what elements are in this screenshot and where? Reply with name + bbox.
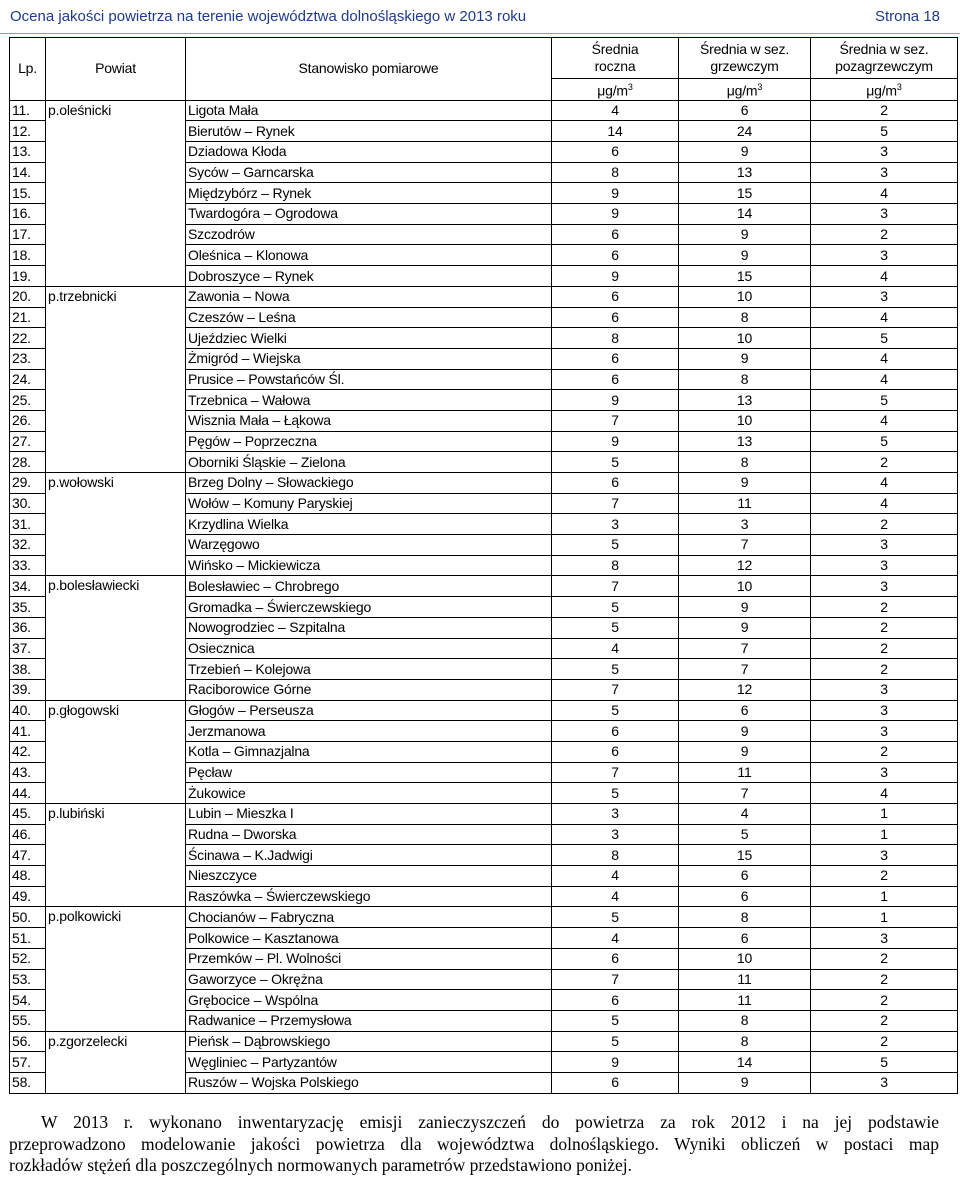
cell-srednia-grzewczym: 10 xyxy=(679,948,811,969)
cell-lp: 39. xyxy=(10,679,46,700)
cell-srednia-roczna: 6 xyxy=(552,369,679,390)
col-header-srednia-grzewczym xyxy=(679,38,811,79)
col-header-line: Średnia w sez. xyxy=(699,41,790,57)
cell-stanowisko: Szczodrów xyxy=(186,224,552,245)
table-row xyxy=(10,700,958,721)
cell-srednia-grzewczym: 3 xyxy=(679,514,811,535)
cell-lp: 23. xyxy=(10,348,46,369)
cell-stanowisko: Wisznia Mała – Łąkowa xyxy=(186,410,552,431)
table-row xyxy=(10,100,958,121)
cell-srednia-pozagrzewczym: 3 xyxy=(811,679,958,700)
cell-srednia-grzewczym: 9 xyxy=(679,597,811,618)
cell-stanowisko: Żmigród – Wiejska xyxy=(186,348,552,369)
cell-srednia-roczna: 5 xyxy=(552,1010,679,1031)
cell-stanowisko: Węgliniec – Partyzantów xyxy=(186,1052,552,1073)
cell-srednia-pozagrzewczym: 5 xyxy=(811,431,958,452)
cell-stanowisko: Rudna – Dworska xyxy=(186,824,552,845)
cell-srednia-grzewczym: 6 xyxy=(679,100,811,121)
cell-stanowisko: Warzęgowo xyxy=(186,535,552,556)
col-header-line: pozagrzewczym xyxy=(835,58,933,74)
cell-stanowisko: Dobroszyce – Rynek xyxy=(186,266,552,287)
cell-srednia-roczna: 7 xyxy=(552,679,679,700)
cell-srednia-pozagrzewczym: 4 xyxy=(811,266,958,287)
cell-srednia-pozagrzewczym: 4 xyxy=(811,493,958,514)
cell-lp: 19. xyxy=(10,266,46,287)
cell-lp: 18. xyxy=(10,245,46,266)
cell-srednia-roczna: 6 xyxy=(552,721,679,742)
cell-srednia-pozagrzewczym: 4 xyxy=(811,783,958,804)
cell-srednia-pozagrzewczym: 3 xyxy=(811,576,958,597)
cell-lp: 14. xyxy=(10,162,46,183)
cell-lp: 46. xyxy=(10,824,46,845)
cell-srednia-pozagrzewczym: 3 xyxy=(811,700,958,721)
cell-stanowisko: Zawonia – Nowa xyxy=(186,286,552,307)
cell-stanowisko: Ujeździec Wielki xyxy=(186,328,552,349)
cell-srednia-grzewczym: 9 xyxy=(679,224,811,245)
cell-lp: 16. xyxy=(10,204,46,225)
cell-srednia-roczna: 4 xyxy=(552,928,679,949)
cell-stanowisko: Bolesławiec – Chrobrego xyxy=(186,576,552,597)
cell-lp: 34. xyxy=(10,576,46,597)
cell-powiat: p.bolesławiecki xyxy=(46,576,186,700)
cell-srednia-grzewczym: 10 xyxy=(679,410,811,431)
unit-exponent: 3 xyxy=(757,82,763,92)
cell-stanowisko: Radwanice – Przemysłowa xyxy=(186,1010,552,1031)
cell-srednia-pozagrzewczym: 3 xyxy=(811,162,958,183)
cell-stanowisko: Ścinawa – K.Jadwigi xyxy=(186,845,552,866)
cell-lp: 55. xyxy=(10,1010,46,1031)
col-header-powiat: Powiat xyxy=(46,38,186,101)
cell-srednia-roczna: 7 xyxy=(552,576,679,597)
cell-powiat: p.oleśnicki xyxy=(46,100,186,286)
cell-lp: 49. xyxy=(10,886,46,907)
cell-lp: 45. xyxy=(10,804,46,825)
cell-srednia-grzewczym: 13 xyxy=(679,431,811,452)
cell-srednia-roczna: 9 xyxy=(552,183,679,204)
cell-lp: 24. xyxy=(10,369,46,390)
cell-srednia-pozagrzewczym: 1 xyxy=(811,907,958,928)
cell-lp: 50. xyxy=(10,907,46,928)
cell-srednia-roczna: 7 xyxy=(552,762,679,783)
page-number: Strona 18 xyxy=(874,8,940,25)
cell-srednia-grzewczym: 6 xyxy=(679,886,811,907)
cell-srednia-grzewczym: 12 xyxy=(679,679,811,700)
cell-stanowisko: Gromadka – Świerczewskiego xyxy=(186,597,552,618)
cell-srednia-roczna: 6 xyxy=(552,948,679,969)
cell-lp: 36. xyxy=(10,617,46,638)
cell-srednia-pozagrzewczym: 2 xyxy=(811,224,958,245)
cell-srednia-grzewczym: 9 xyxy=(679,721,811,742)
air-quality-table xyxy=(9,37,958,1094)
cell-stanowisko: Lubin – Mieszka I xyxy=(186,804,552,825)
cell-lp: 43. xyxy=(10,762,46,783)
cell-lp: 21. xyxy=(10,307,46,328)
cell-srednia-roczna: 5 xyxy=(552,452,679,473)
cell-srednia-grzewczym: 11 xyxy=(679,493,811,514)
cell-lp: 52. xyxy=(10,948,46,969)
table-body xyxy=(10,100,958,1093)
cell-srednia-grzewczym: 10 xyxy=(679,576,811,597)
cell-srednia-roczna: 9 xyxy=(552,431,679,452)
cell-lp: 25. xyxy=(10,390,46,411)
cell-srednia-pozagrzewczym: 2 xyxy=(811,948,958,969)
cell-srednia-roczna: 5 xyxy=(552,617,679,638)
cell-srednia-grzewczym: 24 xyxy=(679,121,811,142)
col-header-line: grzewczym xyxy=(710,58,779,74)
cell-srednia-pozagrzewczym: 3 xyxy=(811,204,958,225)
cell-srednia-grzewczym: 8 xyxy=(679,452,811,473)
cell-srednia-pozagrzewczym: 4 xyxy=(811,410,958,431)
unit-exponent: 3 xyxy=(896,82,902,92)
cell-srednia-roczna: 4 xyxy=(552,638,679,659)
cell-srednia-pozagrzewczym: 4 xyxy=(811,307,958,328)
cell-srednia-pozagrzewczym: 3 xyxy=(811,845,958,866)
cell-srednia-grzewczym: 11 xyxy=(679,969,811,990)
cell-srednia-pozagrzewczym: 2 xyxy=(811,866,958,887)
cell-lp: 33. xyxy=(10,555,46,576)
cell-srednia-grzewczym: 15 xyxy=(679,845,811,866)
cell-srednia-roczna: 5 xyxy=(552,907,679,928)
cell-lp: 27. xyxy=(10,431,46,452)
cell-srednia-grzewczym: 10 xyxy=(679,286,811,307)
cell-stanowisko: Jerzmanowa xyxy=(186,721,552,742)
cell-stanowisko: Oleśnica – Klonowa xyxy=(186,245,552,266)
table-row xyxy=(10,1031,958,1052)
cell-srednia-grzewczym: 7 xyxy=(679,535,811,556)
unit-text: μg/m xyxy=(726,82,758,99)
col-header-line: Średnia xyxy=(591,41,639,57)
cell-srednia-grzewczym: 9 xyxy=(679,142,811,163)
cell-srednia-roczna: 8 xyxy=(552,845,679,866)
cell-srednia-grzewczym: 15 xyxy=(679,183,811,204)
cell-srednia-grzewczym: 7 xyxy=(679,659,811,680)
cell-srednia-grzewczym: 8 xyxy=(679,1010,811,1031)
cell-srednia-roczna: 6 xyxy=(552,473,679,494)
cell-lp: 32. xyxy=(10,535,46,556)
cell-srednia-grzewczym: 14 xyxy=(679,1052,811,1073)
cell-srednia-roczna: 6 xyxy=(552,990,679,1011)
cell-stanowisko: Ruszów – Wojska Polskiego xyxy=(186,1072,552,1093)
cell-srednia-pozagrzewczym: 1 xyxy=(811,886,958,907)
cell-srednia-roczna: 4 xyxy=(552,886,679,907)
cell-lp: 31. xyxy=(10,514,46,535)
cell-lp: 54. xyxy=(10,990,46,1011)
cell-powiat: p.polkowicki xyxy=(46,907,186,1031)
cell-lp: 11. xyxy=(10,100,46,121)
page-header xyxy=(0,0,960,34)
cell-srednia-roczna: 6 xyxy=(552,142,679,163)
cell-srednia-roczna: 9 xyxy=(552,390,679,411)
cell-lp: 58. xyxy=(10,1072,46,1093)
unit-text: μg/m xyxy=(866,82,897,99)
cell-srednia-roczna: 5 xyxy=(552,659,679,680)
unit-label xyxy=(679,79,811,101)
cell-stanowisko: Grębocice – Wspólna xyxy=(186,990,552,1011)
cell-srednia-pozagrzewczym: 3 xyxy=(811,928,958,949)
cell-lp: 28. xyxy=(10,452,46,473)
cell-srednia-grzewczym: 15 xyxy=(679,266,811,287)
cell-srednia-roczna: 5 xyxy=(552,783,679,804)
cell-srednia-pozagrzewczym: 2 xyxy=(811,1031,958,1052)
cell-srednia-roczna: 6 xyxy=(552,1072,679,1093)
cell-stanowisko: Trzebień – Kolejowa xyxy=(186,659,552,680)
cell-srednia-grzewczym: 9 xyxy=(679,245,811,266)
cell-stanowisko: Kotla – Gimnazjalna xyxy=(186,741,552,762)
cell-srednia-roczna: 6 xyxy=(552,348,679,369)
cell-srednia-grzewczym: 7 xyxy=(679,783,811,804)
cell-stanowisko: Pęgów – Poprzeczna xyxy=(186,431,552,452)
cell-srednia-pozagrzewczym: 1 xyxy=(811,804,958,825)
cell-lp: 20. xyxy=(10,286,46,307)
col-header-srednia-pozagrzewczym xyxy=(811,38,958,79)
cell-srednia-grzewczym: 9 xyxy=(679,617,811,638)
cell-lp: 56. xyxy=(10,1031,46,1052)
cell-srednia-grzewczym: 9 xyxy=(679,473,811,494)
table-row xyxy=(10,286,958,307)
cell-stanowisko: Dziadowa Kłoda xyxy=(186,142,552,163)
cell-lp: 40. xyxy=(10,700,46,721)
cell-lp: 38. xyxy=(10,659,46,680)
cell-srednia-pozagrzewczym: 5 xyxy=(811,121,958,142)
paragraph-line: rozkładów stężeń dla poszczególnych normowanych parametrów przedstawiono poniżej. xyxy=(9,1155,632,1175)
cell-stanowisko: Raciborowice Górne xyxy=(186,679,552,700)
cell-lp: 29. xyxy=(10,473,46,494)
cell-lp: 13. xyxy=(10,142,46,163)
cell-stanowisko: Wińsko – Mickiewicza xyxy=(186,555,552,576)
cell-lp: 30. xyxy=(10,493,46,514)
cell-srednia-pozagrzewczym: 2 xyxy=(811,969,958,990)
cell-srednia-pozagrzewczym: 5 xyxy=(811,390,958,411)
cell-srednia-grzewczym: 6 xyxy=(679,866,811,887)
cell-stanowisko: Międzybórz – Rynek xyxy=(186,183,552,204)
cell-srednia-grzewczym: 8 xyxy=(679,307,811,328)
cell-srednia-pozagrzewczym: 3 xyxy=(811,762,958,783)
cell-srednia-pozagrzewczym: 4 xyxy=(811,183,958,204)
cell-lp: 51. xyxy=(10,928,46,949)
cell-srednia-pozagrzewczym: 2 xyxy=(811,1010,958,1031)
cell-srednia-pozagrzewczym: 2 xyxy=(811,659,958,680)
cell-srednia-grzewczym: 8 xyxy=(679,1031,811,1052)
cell-srednia-grzewczym: 9 xyxy=(679,348,811,369)
document-title: Ocena jakości powietrza na terenie województwa dolnośląskiego w 2013 roku xyxy=(10,8,527,25)
unit-text: μg/m xyxy=(597,82,628,99)
unit-label xyxy=(811,79,958,101)
cell-stanowisko: Gaworzyce – Okrężna xyxy=(186,969,552,990)
cell-srednia-roczna: 4 xyxy=(552,866,679,887)
cell-stanowisko: Krzydlina Wielka xyxy=(186,514,552,535)
col-header-line: Średnia w sez. xyxy=(839,41,929,57)
cell-srednia-roczna: 6 xyxy=(552,307,679,328)
cell-stanowisko: Pieńsk – Dąbrowskiego xyxy=(186,1031,552,1052)
cell-stanowisko: Żukowice xyxy=(186,783,552,804)
cell-stanowisko: Oborniki Śląskie – Zielona xyxy=(186,452,552,473)
cell-srednia-pozagrzewczym: 2 xyxy=(811,741,958,762)
cell-lp: 35. xyxy=(10,597,46,618)
cell-srednia-pozagrzewczym: 3 xyxy=(811,721,958,742)
cell-stanowisko: Polkowice – Kasztanowa xyxy=(186,928,552,949)
cell-stanowisko: Twardogóra – Ogrodowa xyxy=(186,204,552,225)
cell-srednia-pozagrzewczym: 5 xyxy=(811,1052,958,1073)
cell-lp: 48. xyxy=(10,866,46,887)
cell-srednia-roczna: 14 xyxy=(552,121,679,142)
cell-srednia-grzewczym: 8 xyxy=(679,907,811,928)
col-header-line: roczna xyxy=(594,58,636,74)
cell-srednia-grzewczym: 13 xyxy=(679,390,811,411)
cell-stanowisko: Trzebnica – Wałowa xyxy=(186,390,552,411)
cell-srednia-grzewczym: 5 xyxy=(679,824,811,845)
cell-powiat: p.trzebnicki xyxy=(46,286,186,472)
cell-lp: 44. xyxy=(10,783,46,804)
cell-srednia-pozagrzewczym: 2 xyxy=(811,638,958,659)
summary-paragraph xyxy=(9,1112,939,1177)
cell-stanowisko: Syców – Garncarska xyxy=(186,162,552,183)
cell-srednia-roczna: 8 xyxy=(552,162,679,183)
cell-stanowisko: Bierutów – Rynek xyxy=(186,121,552,142)
cell-srednia-roczna: 8 xyxy=(552,328,679,349)
cell-srednia-grzewczym: 7 xyxy=(679,638,811,659)
cell-srednia-pozagrzewczym: 3 xyxy=(811,245,958,266)
cell-srednia-pozagrzewczym: 3 xyxy=(811,555,958,576)
unit-label xyxy=(552,79,679,101)
cell-powiat: p.zgorzelecki xyxy=(46,1031,186,1093)
cell-srednia-pozagrzewczym: 4 xyxy=(811,348,958,369)
paragraph-line: przeprowadzono modelowanie jakości powietrza dla województwa dolnośląskiego. Wyniki obliczeń w postaci map xyxy=(9,1133,939,1154)
cell-srednia-roczna: 3 xyxy=(552,514,679,535)
cell-srednia-pozagrzewczym: 2 xyxy=(811,452,958,473)
col-header-stanowisko: Stanowisko pomiarowe xyxy=(186,38,552,101)
cell-stanowisko: Pęcław xyxy=(186,762,552,783)
cell-srednia-roczna: 6 xyxy=(552,224,679,245)
cell-lp: 42. xyxy=(10,741,46,762)
cell-lp: 15. xyxy=(10,183,46,204)
cell-srednia-pozagrzewczym: 3 xyxy=(811,286,958,307)
table-row xyxy=(10,576,958,597)
cell-srednia-grzewczym: 12 xyxy=(679,555,811,576)
cell-stanowisko: Nowogrodziec – Szpitalna xyxy=(186,617,552,638)
cell-srednia-roczna: 7 xyxy=(552,493,679,514)
cell-srednia-grzewczym: 9 xyxy=(679,741,811,762)
cell-srednia-roczna: 3 xyxy=(552,824,679,845)
cell-stanowisko: Głogów – Perseusza xyxy=(186,700,552,721)
cell-srednia-roczna: 6 xyxy=(552,741,679,762)
cell-lp: 47. xyxy=(10,845,46,866)
table-row xyxy=(10,907,958,928)
cell-stanowisko: Osiecznica xyxy=(186,638,552,659)
cell-srednia-grzewczym: 4 xyxy=(679,804,811,825)
cell-stanowisko: Raszówka – Świerczewskiego xyxy=(186,886,552,907)
cell-stanowisko: Wołów – Komuny Paryskiej xyxy=(186,493,552,514)
col-header-lp: Lp. xyxy=(10,38,46,101)
cell-srednia-roczna: 5 xyxy=(552,535,679,556)
cell-srednia-grzewczym: 11 xyxy=(679,762,811,783)
cell-srednia-roczna: 5 xyxy=(552,700,679,721)
cell-srednia-roczna: 8 xyxy=(552,555,679,576)
cell-stanowisko: Ligota Mała xyxy=(186,100,552,121)
cell-stanowisko: Nieszczyce xyxy=(186,866,552,887)
cell-srednia-roczna: 5 xyxy=(552,1031,679,1052)
cell-srednia-roczna: 9 xyxy=(552,1052,679,1073)
cell-srednia-roczna: 7 xyxy=(552,969,679,990)
col-header-srednia-roczna xyxy=(552,38,679,79)
cell-lp: 37. xyxy=(10,638,46,659)
cell-srednia-pozagrzewczym: 3 xyxy=(811,535,958,556)
cell-srednia-pozagrzewczym: 2 xyxy=(811,617,958,638)
cell-stanowisko: Brzeg Dolny – Słowackiego xyxy=(186,473,552,494)
cell-stanowisko: Przemków – Pl. Wolności xyxy=(186,948,552,969)
cell-powiat: p.wołowski xyxy=(46,473,186,576)
cell-stanowisko: Czeszów – Leśna xyxy=(186,307,552,328)
cell-srednia-pozagrzewczym: 5 xyxy=(811,328,958,349)
cell-srednia-roczna: 5 xyxy=(552,597,679,618)
cell-lp: 26. xyxy=(10,410,46,431)
cell-srednia-roczna: 9 xyxy=(552,266,679,287)
unit-exponent: 3 xyxy=(627,82,633,92)
cell-srednia-roczna: 3 xyxy=(552,804,679,825)
cell-lp: 57. xyxy=(10,1052,46,1073)
cell-srednia-grzewczym: 10 xyxy=(679,328,811,349)
cell-srednia-grzewczym: 14 xyxy=(679,204,811,225)
cell-stanowisko: Chocianów – Fabryczna xyxy=(186,907,552,928)
paragraph-line: W 2013 r. wykonano inwentaryzację emisji zanieczyszczeń do powietrza za rok 2012 i na jej podstawie xyxy=(41,1112,939,1132)
cell-srednia-pozagrzewczym: 2 xyxy=(811,597,958,618)
cell-lp: 41. xyxy=(10,721,46,742)
cell-powiat: p.głogowski xyxy=(46,700,186,803)
cell-srednia-pozagrzewczym: 2 xyxy=(811,990,958,1011)
cell-lp: 22. xyxy=(10,328,46,349)
cell-srednia-pozagrzewczym: 4 xyxy=(811,369,958,390)
cell-srednia-roczna: 7 xyxy=(552,410,679,431)
cell-srednia-pozagrzewczym: 3 xyxy=(811,142,958,163)
cell-srednia-roczna: 6 xyxy=(552,286,679,307)
cell-srednia-grzewczym: 13 xyxy=(679,162,811,183)
cell-powiat: p.lubiński xyxy=(46,804,186,907)
cell-srednia-roczna: 6 xyxy=(552,245,679,266)
cell-lp: 12. xyxy=(10,121,46,142)
cell-srednia-pozagrzewczym: 1 xyxy=(811,824,958,845)
cell-srednia-grzewczym: 6 xyxy=(679,928,811,949)
cell-srednia-pozagrzewczym: 3 xyxy=(811,1072,958,1093)
table-row xyxy=(10,804,958,825)
cell-lp: 17. xyxy=(10,224,46,245)
cell-srednia-grzewczym: 11 xyxy=(679,990,811,1011)
table-row xyxy=(10,473,958,494)
cell-srednia-grzewczym: 6 xyxy=(679,700,811,721)
cell-srednia-grzewczym: 8 xyxy=(679,369,811,390)
cell-lp: 53. xyxy=(10,969,46,990)
cell-srednia-roczna: 9 xyxy=(552,204,679,225)
cell-srednia-pozagrzewczym: 4 xyxy=(811,473,958,494)
cell-srednia-pozagrzewczym: 2 xyxy=(811,100,958,121)
cell-srednia-grzewczym: 9 xyxy=(679,1072,811,1093)
cell-srednia-roczna: 4 xyxy=(552,100,679,121)
cell-srednia-pozagrzewczym: 2 xyxy=(811,514,958,535)
cell-stanowisko: Prusice – Powstańców Śl. xyxy=(186,369,552,390)
